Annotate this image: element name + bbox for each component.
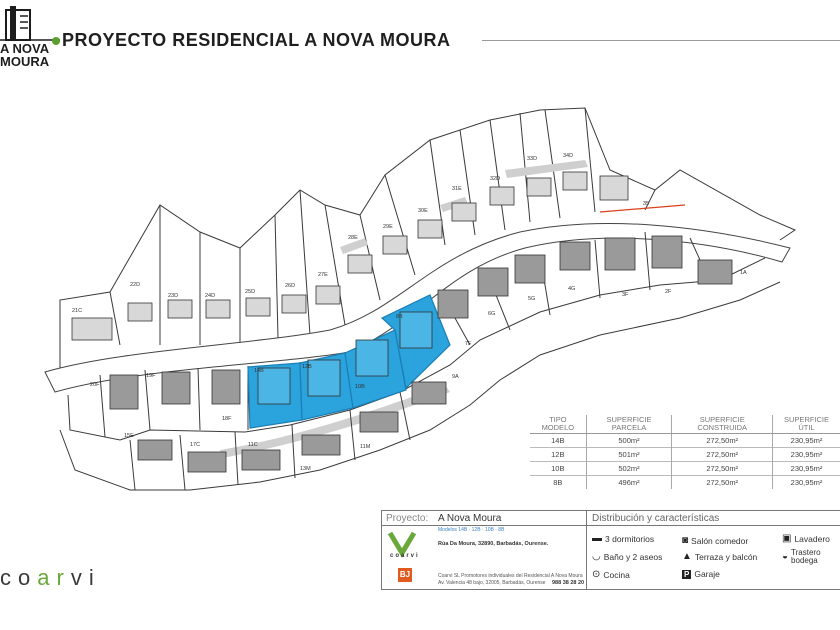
table-cell: 272,50m² — [672, 434, 773, 448]
project-logo — [0, 4, 60, 72]
feature-label: Garaje — [694, 569, 720, 579]
table-header: SUPERFICIE PARCELA — [586, 415, 672, 434]
table-cell: 230,95m² — [773, 476, 840, 490]
table-header: SUPERFICIE CONSTRUIDA — [672, 415, 773, 434]
lot-label-south: 3F — [622, 292, 629, 298]
table-cell: 14B — [530, 434, 586, 448]
table-cell: 272,50m² — [672, 448, 773, 462]
feature-item — [682, 551, 757, 562]
table-row — [530, 434, 840, 448]
table-header: TIPO MODELO — [530, 415, 586, 434]
wordmark-part: co — [0, 565, 38, 590]
lot-label-north: 24D — [205, 293, 216, 299]
page-title: PROYECTO RESIDENCIAL A NOVA MOURA — [62, 30, 451, 50]
lot-label-north: 30E — [418, 208, 428, 214]
lot-label-bottom: 15E — [124, 433, 134, 439]
lot-label-bottom: 17C — [190, 442, 201, 448]
lot-label-north: 26D — [285, 283, 296, 289]
table-cell: 8B — [530, 476, 586, 490]
building-icon — [0, 4, 60, 44]
feature-item — [682, 535, 748, 546]
feature-item — [782, 549, 838, 565]
lot-label-bottom: 13M — [300, 466, 311, 472]
lot-label-south: 20F — [90, 382, 100, 388]
lot-label-south: 14B — [254, 368, 264, 374]
table-cell: 501m² — [586, 448, 672, 462]
feature-label: Lavadero — [794, 533, 830, 544]
distribution-label: Distribución y características — [592, 513, 720, 524]
lot-label-north: 29E — [383, 224, 393, 230]
divider — [586, 525, 840, 526]
lot-label-north: 31E — [452, 186, 462, 192]
bath-icon: ◡ — [592, 551, 601, 562]
lot-label-bottom: 9A — [452, 374, 459, 380]
feature-label: Baño y 2 aseos — [603, 551, 663, 562]
lot-label-south: 1A — [740, 270, 747, 276]
promoter-address: Av. Valencia 48 bajo, 32005, Barbadás, Ourense — [438, 580, 546, 586]
lot-label-south: 8B — [396, 314, 403, 320]
wordmark-part: ar — [37, 565, 71, 590]
lot-label-south: 7F — [465, 341, 472, 347]
feature-label: Terraza y balcón — [694, 551, 758, 562]
lot-label-north: 21C — [72, 308, 83, 314]
feature-label: Trastero bodega — [791, 548, 821, 565]
lot-label-south: 12B — [302, 364, 312, 370]
table-cell: 502m² — [586, 462, 672, 476]
project-info-box — [381, 510, 840, 590]
project-label: Proyecto: — [386, 513, 429, 524]
project-name: A Nova Moura — [438, 513, 502, 524]
washer-icon: ▣ — [782, 533, 792, 544]
car-icon: ▲ — [682, 551, 692, 562]
header-rule — [482, 40, 840, 41]
table-cell: 12B — [530, 448, 586, 462]
feature-label: Cocina — [603, 569, 630, 580]
lot-label-south: 6G — [488, 311, 496, 317]
lot-label-south: 10B — [355, 384, 365, 390]
lot-label-south: 19F — [146, 373, 156, 379]
feature-label: 3 dormitorios — [605, 533, 655, 544]
table-row — [530, 448, 840, 462]
coarvi-wordmark — [0, 565, 101, 591]
coarvi-small-logo: coarvi — [390, 553, 420, 559]
lot-label-north: 35 — [643, 201, 650, 207]
feature-item — [592, 533, 654, 544]
lot-label-north: 32D — [490, 176, 501, 182]
lot-label-south: 2F — [665, 289, 672, 295]
header-bullet — [52, 37, 60, 45]
lot-label-north: 22D — [130, 282, 141, 288]
table-cell: 230,95m² — [773, 434, 840, 448]
table-cell: 500m² — [586, 434, 672, 448]
promoter-line: Coarvi SL Promotores individuales del Residencial A Nova Moura — [438, 573, 583, 579]
models-line: Modelos 14B · 12B · 10B · 8B — [438, 527, 505, 533]
lot-label-south: 4G — [568, 286, 576, 292]
wordmark-part: vi — [70, 565, 101, 590]
feature-item — [592, 551, 662, 562]
logo-line-2: MOURA — [0, 54, 50, 69]
lot-label-north: 33D — [527, 156, 538, 162]
feature-item — [682, 569, 720, 579]
stove-icon: ⊙ — [592, 569, 601, 580]
table-cell: 496m² — [586, 476, 672, 490]
lot-label-north: 27E — [318, 272, 328, 278]
bj-logo: BJ — [398, 568, 412, 582]
lot-label-north: 34D — [563, 153, 574, 159]
storage-icon: ◒ — [782, 551, 789, 562]
table-header: SUPERFICIE ÚTIL — [773, 415, 840, 434]
table-cell: 10B — [530, 462, 586, 476]
table-cell: 230,95m² — [773, 448, 840, 462]
lot-label-north: 23D — [168, 293, 179, 299]
lot-label-south: 5G — [528, 296, 536, 302]
surfaces-table — [530, 415, 840, 489]
project-address: Rúa Da Moura, 32890, Barbadás, Ourense. — [438, 541, 549, 547]
table-cell: 230,95m² — [773, 462, 840, 476]
table-cell: 272,50m² — [672, 462, 773, 476]
lot-label-bottom: 11C — [248, 442, 258, 448]
feature-item — [782, 533, 830, 544]
parking-icon: P — [684, 569, 690, 579]
divider — [586, 511, 587, 589]
lot-label-north: 25D — [245, 289, 256, 295]
table-row — [530, 462, 840, 476]
lot-label-north: 28E — [348, 235, 358, 241]
feature-label: Salón comedor — [691, 535, 749, 546]
lot-label-bottom: 11M — [360, 444, 371, 450]
sofa-icon: ◙ — [682, 535, 689, 546]
lot-label-south: 18F — [222, 416, 232, 422]
phone-number: 988 38 28 20 — [552, 580, 585, 586]
table-header-row — [530, 415, 840, 434]
logo-line-1: A NOVA — [0, 41, 50, 56]
table-row — [530, 476, 840, 490]
divider — [382, 525, 586, 526]
feature-item — [592, 569, 630, 580]
table-cell: 272,50m² — [672, 476, 773, 490]
bed-icon: ▬ — [592, 533, 602, 544]
